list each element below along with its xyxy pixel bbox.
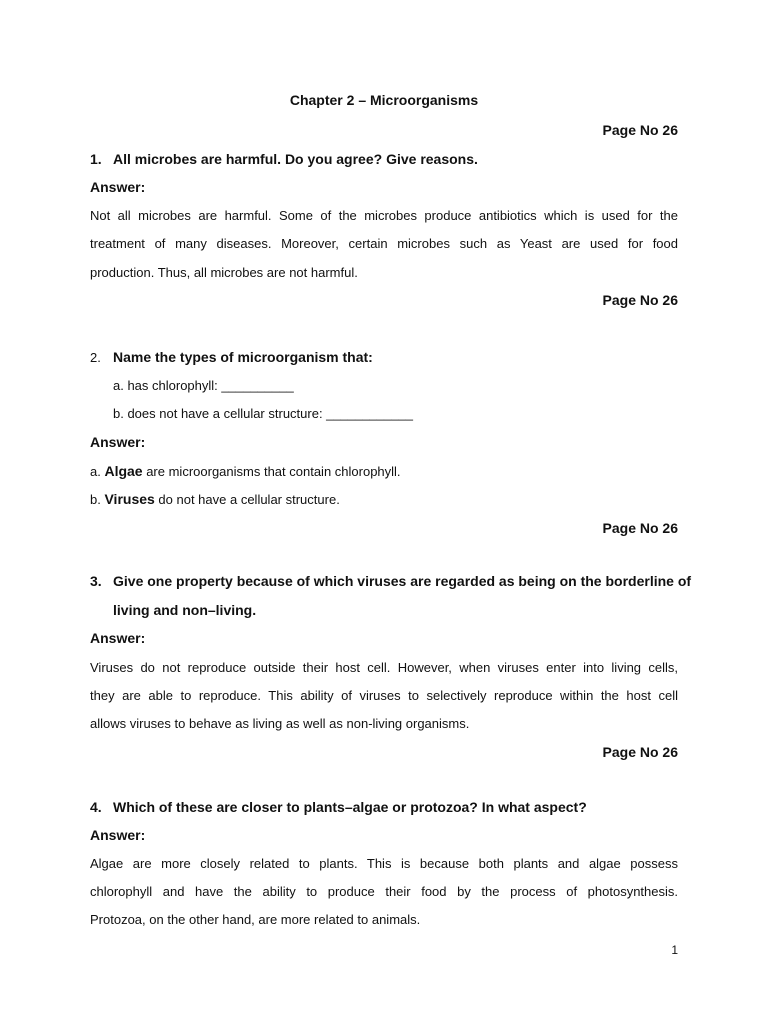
answer-line: treatment of many diseases. Moreover, certain microbes such as Yeast are used for food [90,236,678,251]
page-number-label: Page No 26 [602,122,678,138]
answer-prefix: b. [90,492,105,507]
page-number-label: Page No 26 [602,744,678,760]
question-number: 2. [90,350,101,365]
answer-label: Answer: [90,630,146,646]
question-text: All microbes are harmful. Do you agree? Give reasons. [113,151,478,167]
question-text: Which of these are closer to plants–algae or protozoa? In what aspect? [113,799,587,815]
answer-line: they are able to reproduce. This ability of viruses to selectively reproduce within the host cell [90,688,678,703]
answer-label: Answer: [90,827,146,843]
question-number: 1. [90,151,102,167]
question-number: 4. [90,799,102,815]
page-title: Chapter 2 – Microorganisms [289,92,479,108]
answer-text: do not have a cellular structure. [154,492,340,507]
question-3 [90,573,692,589]
answer-line: allows viruses to behave as living as well as non-living organisms. [90,716,470,731]
question-number: 3. [90,573,102,589]
answer-line: Not all microbes are harmful. Some of the microbes produce antibiotics which is used for the [90,208,678,223]
page-number-label: Page No 26 [602,292,678,308]
answer-label: Answer: [90,434,146,450]
question-text-continued: living and non–living. [113,602,257,618]
answer-line: Viruses do not reproduce outside their host cell. However, when viruses enter into living cells, [90,660,678,675]
answer-line: Protozoa, on the other hand, are more related to animals. [90,912,421,927]
answer-text: are microorganisms that contain chlorophyll. [142,464,401,479]
answer-keyword: Viruses [104,491,155,507]
answer-keyword: Algae [104,463,143,479]
question-1 [90,151,678,167]
question-2 [90,349,678,365]
question-subpart: b. does not have a cellular structure: ____________ [113,406,413,421]
page-number-label: Page No 26 [602,520,678,536]
answer-line: Algae are more closely related to plants. This is because both plants and algae possess [90,856,678,871]
answer-line: chlorophyll and have the ability to produce their food by the process of photosynthesis. [90,884,678,899]
question-text: Give one property because of which viruses are regarded as being on the borderline of [113,573,692,589]
answer-line [90,491,678,507]
footer-page-number: 1 [671,943,678,957]
question-subpart: a. has chlorophyll: __________ [113,378,294,393]
question-4 [90,799,678,815]
answer-line [90,463,678,479]
answer-label: Answer: [90,179,146,195]
answer-line: production. Thus, all microbes are not harmful. [90,265,358,280]
answer-prefix: a. [90,464,105,479]
question-text: Name the types of microorganism that: [113,349,373,365]
